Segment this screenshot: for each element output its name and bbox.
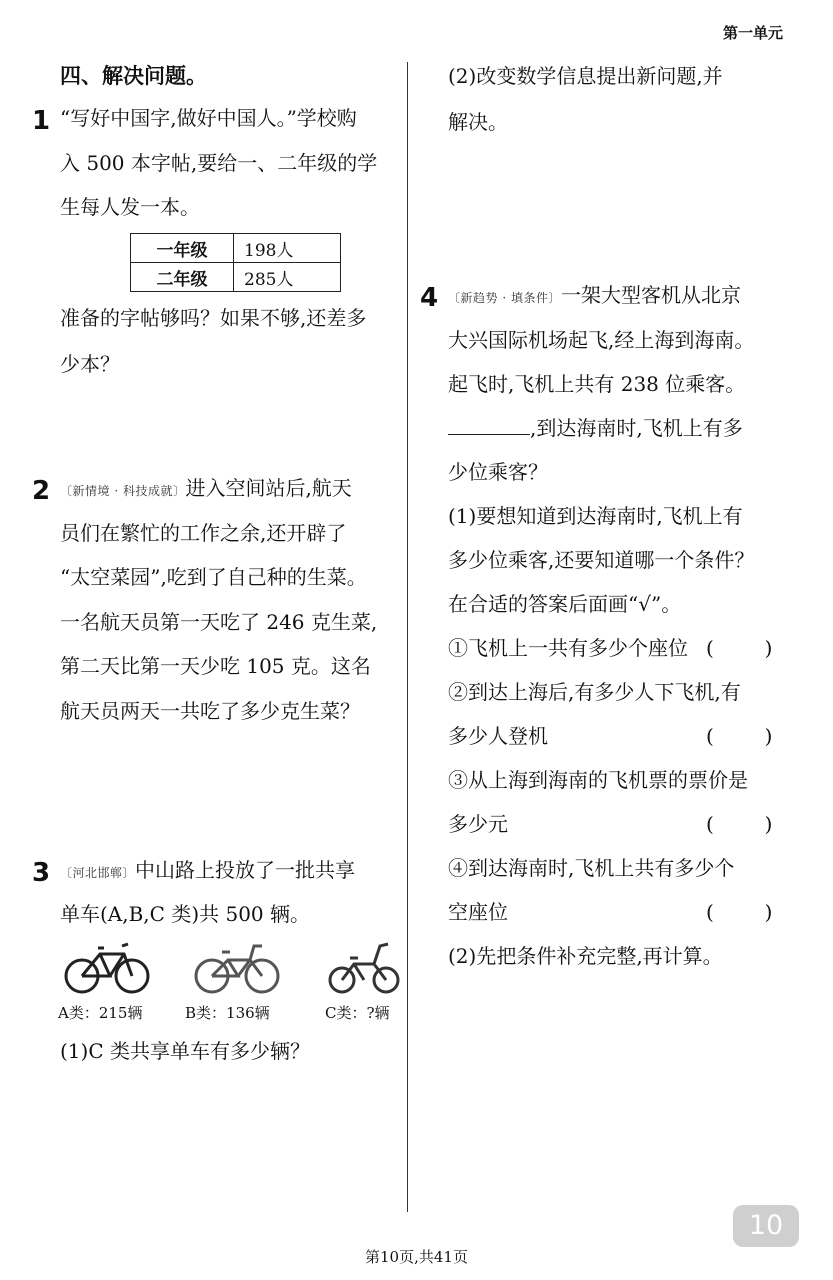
q2-first-line: 进入空间站后,航天	[185, 476, 352, 500]
q4-answer-blank[interactable]	[448, 414, 530, 435]
table-cell-grade: 二年级	[131, 263, 234, 292]
q1-line-1: “写好中国字,做好中国人。”学校购	[60, 106, 357, 130]
question-1-number: 1	[32, 106, 51, 136]
q1-line-3: 生每人发一本。	[60, 195, 200, 219]
table-cell-grade: 一年级	[131, 234, 234, 263]
q4-option-1-answer[interactable]: ( )	[706, 636, 773, 660]
right-top-line-2: 解决。	[448, 110, 508, 134]
question-4-number: 4	[420, 283, 439, 313]
q1-line-2: 入 500 本字帖,要给一、二年级的学	[60, 151, 378, 175]
q4-option-4-line-1: ④到达海南时,飞机上共有多少个	[448, 856, 735, 880]
table-row	[131, 234, 341, 263]
q4-line-2: 大兴国际机场起飞,经上海到海南。	[448, 328, 755, 352]
q3-sub-1: (1)C 类共享单车有多少辆？	[60, 1039, 310, 1063]
q1-question-1: 准备的字帖够吗？如果不够,还差多	[60, 306, 367, 330]
q4-option-3-line-2: 多少元	[448, 812, 508, 836]
q4-sub-2: (2)先把条件补充完整,再计算。	[448, 944, 723, 968]
page-number-badge: 10	[733, 1205, 799, 1247]
q4-option-1: ①飞机上一共有多少个座位	[448, 636, 688, 660]
q2-line-1	[60, 474, 352, 505]
q4-sub1-line-3: 在合适的答案后面画“√”。	[448, 592, 682, 616]
q4-option-4-answer[interactable]: ( )	[706, 900, 773, 924]
q4-tag: 〔新趋势 · 填条件〕	[448, 291, 561, 305]
q2-tag: 〔新情境 · 科技成就〕	[60, 484, 186, 498]
q3-tag: 〔河北邯郸〕	[60, 866, 136, 880]
q2-line-3: “太空菜园”,吃到了自己种的生菜。	[60, 565, 367, 589]
q2-line-2: 员们在繁忙的工作之余,还开辟了	[60, 521, 347, 545]
q4-sub1-line-1: (1)要想知道到达海南时,飞机上有	[448, 504, 743, 528]
page-footer: 第10页,共41页	[365, 1248, 468, 1266]
q4-option-3-line-1: ③从上海到海南的飞机票的票价是	[448, 768, 748, 792]
bike-c-icon	[326, 938, 402, 996]
bike-b-label: B类：136辆	[185, 1004, 270, 1022]
q3-line-2: 单车(A,B,C 类)共 500 辆。	[60, 902, 311, 926]
q4-first-line: 一架大型客机从北京	[560, 283, 741, 307]
bike-b-icon	[192, 938, 282, 996]
q4-option-4-line-2: 空座位	[448, 900, 508, 924]
q2-line-6: 航天员两天一共吃了多少克生菜？	[60, 699, 360, 723]
q3-first-line: 中山路上投放了一批共享	[135, 858, 356, 882]
table-cell-count: 285人	[234, 263, 341, 292]
q4-option-2-line-2: 多少人登机	[448, 724, 548, 748]
question-3-number: 3	[32, 858, 51, 888]
q4-line-5: 少位乘客？	[448, 460, 548, 484]
q4-option-2-answer[interactable]: ( )	[706, 724, 773, 748]
q4-option-3-answer[interactable]: ( )	[706, 812, 773, 836]
q4-sub1-line-2: 多少位乘客,还要知道哪一个条件？	[448, 548, 755, 572]
q4-line-4	[448, 414, 743, 442]
q4-line-1	[448, 281, 741, 312]
bike-a-icon	[62, 938, 152, 996]
table-cell-count: 198人	[234, 234, 341, 263]
section-title: 四、解决问题。	[60, 64, 207, 88]
q4-blank-text: ,到达海南时,飞机上有多	[530, 416, 743, 440]
bike-a-label: A类：215辆	[58, 1004, 143, 1022]
bike-c-label: C类：?辆	[325, 1004, 390, 1022]
q2-line-5: 第二天比第一天少吃 105 克。这名	[60, 654, 371, 678]
q2-line-4: 一名航天员第一天吃了 246 克生菜,	[60, 610, 378, 634]
q1-grade-table	[130, 233, 341, 292]
unit-title: 第一单元	[722, 24, 783, 42]
right-top-line-1: (2)改变数学信息提出新问题,并	[448, 64, 723, 88]
q1-question-2: 少本？	[60, 352, 120, 376]
q4-line-3: 起飞时,飞机上共有 238 位乘客。	[448, 372, 746, 396]
q4-option-2-line-1: ②到达上海后,有多少人下飞机,有	[448, 680, 741, 704]
table-row	[131, 263, 341, 292]
q3-line-1	[60, 856, 355, 887]
column-divider	[407, 62, 408, 1212]
question-2-number: 2	[32, 476, 51, 506]
